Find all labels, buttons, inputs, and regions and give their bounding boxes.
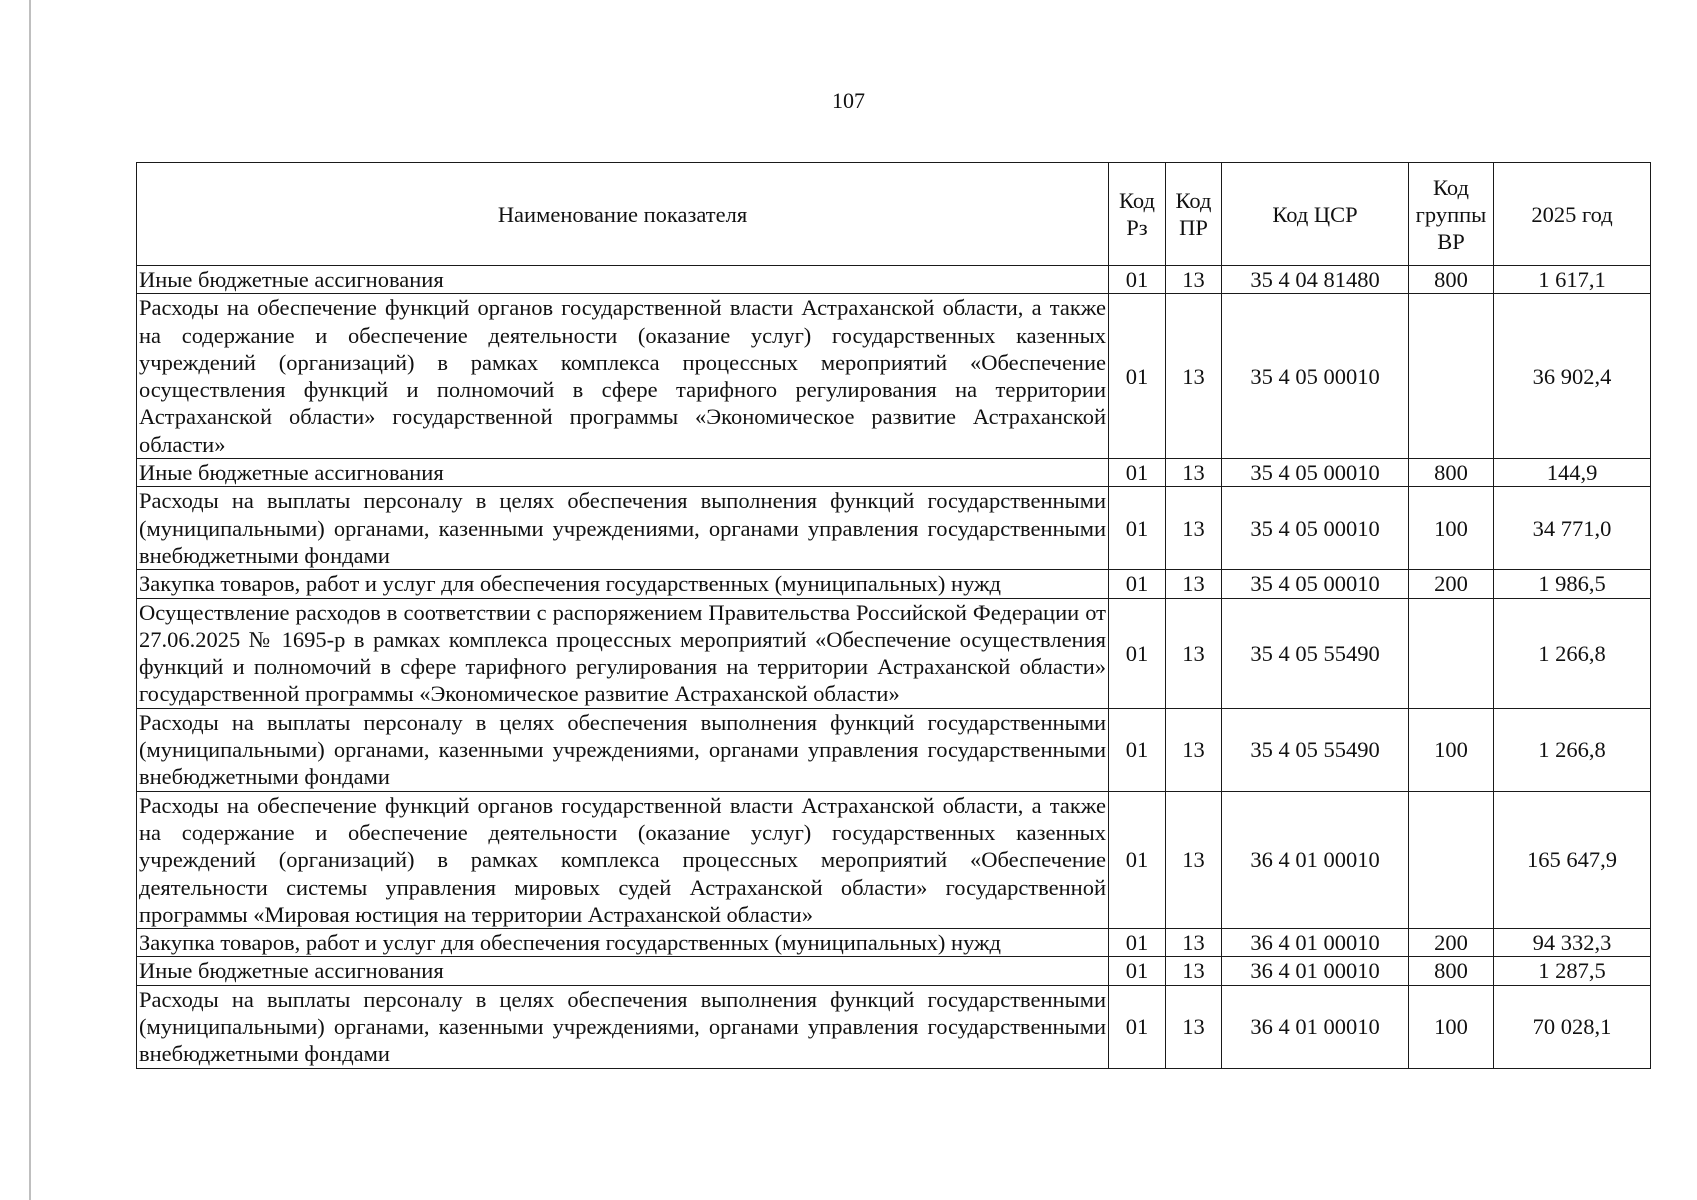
row-amount: 1 617,1 [1494, 266, 1651, 294]
row-pr: 13 [1166, 598, 1222, 708]
table-row [137, 459, 1651, 487]
row-name: Закупка товаров, работ и услуг для обеспечения государственных (муниципальных) нужд [137, 929, 1109, 957]
row-pr: 13 [1166, 570, 1222, 598]
row-rz: 01 [1109, 570, 1166, 598]
header-vr: Код группы ВР [1409, 163, 1494, 266]
row-csr: 35 4 05 55490 [1222, 598, 1409, 708]
row-vr: 800 [1409, 459, 1494, 487]
table-row [137, 708, 1651, 791]
row-rz: 01 [1109, 598, 1166, 708]
row-amount: 1 266,8 [1494, 708, 1651, 791]
row-amount: 70 028,1 [1494, 985, 1651, 1068]
header-name: Наименование показателя [137, 163, 1109, 266]
row-pr: 13 [1166, 266, 1222, 294]
row-name: Иные бюджетные ассигнования [137, 266, 1109, 294]
row-amount: 1 266,8 [1494, 598, 1651, 708]
row-rz: 01 [1109, 266, 1166, 294]
row-pr: 13 [1166, 929, 1222, 957]
row-csr: 35 4 05 00010 [1222, 294, 1409, 459]
table-row [137, 570, 1651, 598]
table-row [137, 266, 1651, 294]
row-csr: 35 4 05 00010 [1222, 570, 1409, 598]
table-row [137, 791, 1651, 928]
row-csr: 35 4 05 55490 [1222, 708, 1409, 791]
row-amount: 1 986,5 [1494, 570, 1651, 598]
row-csr: 35 4 05 00010 [1222, 487, 1409, 570]
row-name: Расходы на выплаты персоналу в целях обеспечения выполнения функций государственными (муниципальными) органами, казенными учреждениями, органами управления государственными внебюджетными фондами [137, 708, 1109, 791]
row-csr: 36 4 01 00010 [1222, 957, 1409, 985]
row-rz: 01 [1109, 985, 1166, 1068]
row-name: Иные бюджетные ассигнования [137, 459, 1109, 487]
row-csr: 36 4 01 00010 [1222, 985, 1409, 1068]
row-vr: 200 [1409, 570, 1494, 598]
row-name: Расходы на выплаты персоналу в целях обеспечения выполнения функций государственными (муниципальными) органами, казенными учреждениями, органами управления государственными внебюджетными фондами [137, 985, 1109, 1068]
row-name: Расходы на выплаты персоналу в целях обеспечения выполнения функций государственными (муниципальными) органами, казенными учреждениями, органами управления государственными внебюджетными фондами [137, 487, 1109, 570]
row-pr: 13 [1166, 957, 1222, 985]
row-csr: 36 4 01 00010 [1222, 929, 1409, 957]
row-name: Закупка товаров, работ и услуг для обеспечения государственных (муниципальных) нужд [137, 570, 1109, 598]
table-row [137, 985, 1651, 1068]
row-amount: 144,9 [1494, 459, 1651, 487]
row-csr: 35 4 04 81480 [1222, 266, 1409, 294]
row-name: Расходы на обеспечение функций органов государственной власти Астраханской области, а также на содержание и обеспечение деятельности (оказание услуг) государственных казенных учреждений (организаций) в рамках комплекса процессных мероприятий «Обеспечение осуществления функций и полномочий в сфере тарифного регулирования на территории Астраханской области» государственной программы «Экономическое развитие Астраханской области» [137, 294, 1109, 459]
row-name: Иные бюджетные ассигнования [137, 957, 1109, 985]
row-vr [1409, 598, 1494, 708]
row-name: Расходы на обеспечение функций органов государственной власти Астраханской области, а также на содержание и обеспечение деятельности (оказание услуг) государственных казенных учреждений (организаций) в рамках комплекса процессных мероприятий «Обеспечение деятельности системы управления мировых судей Астраханской области» государственной программы «Мировая юстиция на территории Астраханской области» [137, 791, 1109, 928]
row-csr: 36 4 01 00010 [1222, 791, 1409, 928]
row-vr: 100 [1409, 487, 1494, 570]
header-rz: Код Рз [1109, 163, 1166, 266]
header-csr: Код ЦСР [1222, 163, 1409, 266]
row-pr: 13 [1166, 459, 1222, 487]
row-rz: 01 [1109, 929, 1166, 957]
header-year: 2025 год [1494, 163, 1651, 266]
row-csr: 35 4 05 00010 [1222, 459, 1409, 487]
row-rz: 01 [1109, 708, 1166, 791]
row-vr: 800 [1409, 957, 1494, 985]
table-row [137, 957, 1651, 985]
row-amount: 94 332,3 [1494, 929, 1651, 957]
budget-table [136, 162, 1651, 1069]
row-pr: 13 [1166, 985, 1222, 1068]
table-header-row [137, 163, 1651, 266]
row-rz: 01 [1109, 487, 1166, 570]
table-row [137, 598, 1651, 708]
row-amount: 1 287,5 [1494, 957, 1651, 985]
row-vr: 800 [1409, 266, 1494, 294]
row-pr: 13 [1166, 708, 1222, 791]
row-rz: 01 [1109, 957, 1166, 985]
row-vr: 200 [1409, 929, 1494, 957]
table-row [137, 487, 1651, 570]
row-amount: 34 771,0 [1494, 487, 1651, 570]
row-amount: 165 647,9 [1494, 791, 1651, 928]
header-pr: Код ПР [1166, 163, 1222, 266]
row-rz: 01 [1109, 791, 1166, 928]
row-rz: 01 [1109, 294, 1166, 459]
row-pr: 13 [1166, 791, 1222, 928]
row-vr: 100 [1409, 985, 1494, 1068]
row-amount: 36 902,4 [1494, 294, 1651, 459]
page-number: 107 [832, 88, 865, 113]
row-vr: 100 [1409, 708, 1494, 791]
row-pr: 13 [1166, 294, 1222, 459]
table-row [137, 294, 1651, 459]
row-pr: 13 [1166, 487, 1222, 570]
scan-edge-line [29, 0, 31, 1200]
table-row [137, 929, 1651, 957]
row-rz: 01 [1109, 459, 1166, 487]
row-vr [1409, 294, 1494, 459]
row-name: Осуществление расходов в соответствии с распоряжением Правительства Российской Федерации от 27.06.2025 № 1695-р в рамках комплекса процессных мероприятий «Обеспечение осуществления функций и полномочий в сфере тарифного регулирования на территории Астраханской области» государственной программы «Экономическое развитие Астраханской области» [137, 598, 1109, 708]
row-vr [1409, 791, 1494, 928]
